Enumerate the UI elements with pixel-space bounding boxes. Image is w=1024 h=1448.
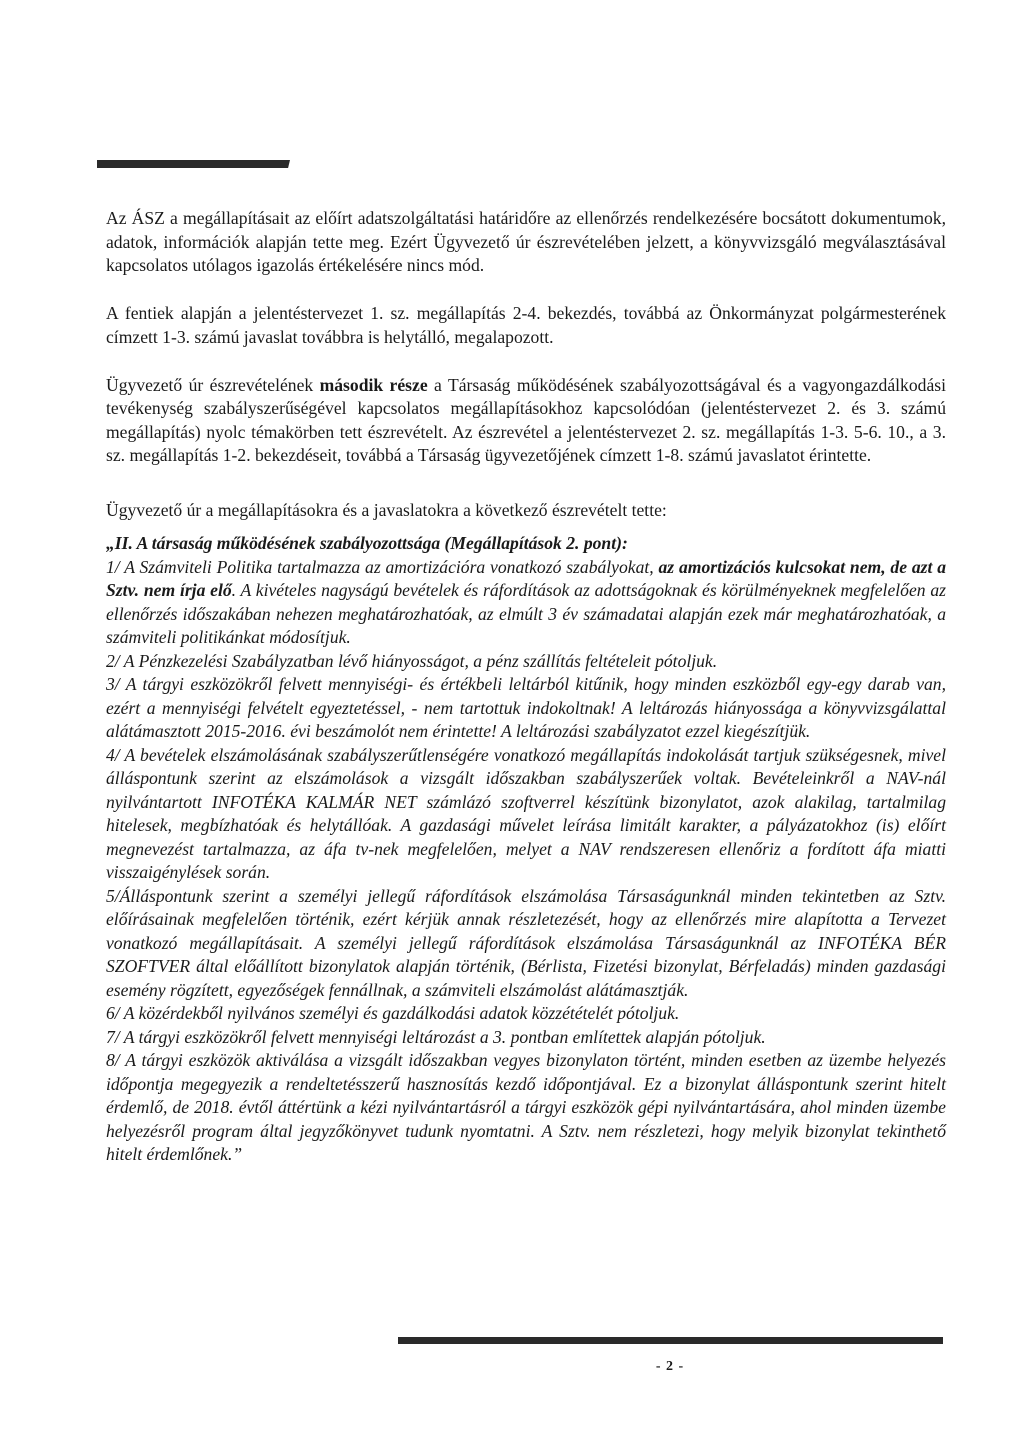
quote-item-5: 5/Álláspontunk szerint a személyi jellegű ráfordítások elszámolása Társaságunknál minden tekintetben az Sztv. előírásainak megfelelően történik, ezért kérjük annak részletezését, hogy az ellenőrzés mire alapította a Tervezet vonatkozó megállapításait. A személyi jellegű ráfordítások elszámolása Társaságunknál az INFOTÉKA BÉR SZOFTVER által előállított bizonylatok alapján történik, (Bérlista, Fizetési bizonylat, Bérfeladás) minden gazdasági esemény rögzített, egyezőségek fennállnak, a számviteli elszámolást alátámasztják. bbox=[106, 885, 946, 1000]
quote-item-1-text-a: 1/ A Számviteli Politika tartalmazza az amortizációra vonatkozó szabályokat, bbox=[106, 556, 659, 577]
quote-item-2: 2/ A Pénzkezelési Szabályzatban lévő hiányosságot, a pénz szállítás feltételeit pótoljuk. bbox=[106, 650, 718, 671]
quote-item-4: 4/ A bevételek elszámolásának szabályszerűtlenségére vonatkozó megállapítás indokolását tartjuk szükségesnek, mivel álláspontunk szerint az elszámolások a vizsgált időszakban szabályszerűek voltak. Bevételeinkről a NAV-nál nyilvántartott INFOTÉKA KALMÁR NET számlázó szoftverrel készítünk bizonylatot, azok alakilag, tartalmilag hitelesek, megbízhatóak és helytállóak. A gazdasági művelet leírása limitált karakter, a pályázatokhoz (is) előírt megnevezést tartalmazza, az áfa tv-nek megfelelően, melyet a NAV rendszeresen ellenőriz a fordított áfa miatti visszaigénylések során. bbox=[106, 744, 946, 882]
paragraph-4: Ügyvezető úr a megállapításokra és a javaslatokra a következő észrevételt tette: bbox=[106, 499, 667, 520]
paragraph-3-bold: második része bbox=[319, 374, 428, 395]
quote-item-7: 7/ A tárgyi eszközökről felvett mennyiségi leltározást a 3. pontban említettek alapján pótoljuk. bbox=[106, 1026, 766, 1047]
quote-item-6: 6/ A közérdekből nyilvános személyi és gazdálkodási adatok közzétételét pótoljuk. bbox=[106, 1003, 680, 1023]
paragraph-3 bbox=[106, 374, 946, 468]
quote-item-1 bbox=[106, 556, 946, 650]
paragraph-3-text-b: a Társaság működésének szabályozottságával és a vagyongazdálkodási tevékenység szabályszerűségével kapcsolatos megállapításokhoz kapcsolódóan (jelentéstervezet 2. és 3. számú megállapítás) nyolc témakörben tett észrevételt. Az észrevétel a jelentéstervezet 2. sz. megállapítás 1-3. 5-6. 10., a 3. sz. megállapítás 1-2. bekezdéseit, továbbá a Társaság ügyvezetőjének címzett 1-8. számú javaslatot érintette. bbox=[106, 374, 946, 465]
quote-item-3: 3/ A tárgyi eszközökről felvett mennyiségi- és értékbeli leltárból kitűnik, hogy minden eszközből egy-egy darab van, ezért a mennyiségi felvételt egyeztetéssel, - nem tartottuk indokoltnak! A leltározás hiányossága a könyvvizsgálattal alátámasztott 2015-2016. évi beszámolót nem érintette! A leltározási szabályzatot ezzel kiegészítjük. bbox=[106, 674, 946, 741]
quote-heading: „II. A társaság működésének szabályozottsága (Megállapítások 2. pont): bbox=[106, 533, 628, 553]
paragraph-3-text-a: Ügyvezető úr észrevételének bbox=[106, 374, 320, 395]
quoted-statement bbox=[106, 532, 946, 1167]
footer-rule bbox=[398, 1337, 943, 1344]
header-rule bbox=[97, 160, 290, 168]
page-number: - 2 - bbox=[655, 1359, 685, 1374]
paragraph-1: Az ÁSZ a megállapításait az előírt adatszolgáltatási határidőre az ellenőrzés rendelkezésére bocsátott dokumentumok, adatok, információk alapján tette meg. Ezért Ügyvezető úr észrevételében jelzett, a könyvvizsgáló megválasztásával kapcsolatos utólagos igazolás értékelésére nincs mód. bbox=[106, 208, 946, 275]
quote-item-1-bold: az amortizációs kulcsokat nem, de azt a Sztv. nem írja elő bbox=[106, 556, 946, 600]
quote-item-8: 8/ A tárgyi eszközök aktiválása a vizsgált időszakban vegyes bizonylaton történt, minden esetben az üzembe helyezés időpontja megegyezik a rendeltetésszerű hasznosítás kezdő időpontjával. Ez a bizonylat álláspontunk szerint hitelt érdemlő, de 2018. évtől áttértünk a kézi nyilvántartásról a tárgyi eszközök gépi nyilvántartására, ahol minden üzembe helyezésről program által jegyzőkönyvet tudunk nyomtatni. A Sztv. nem részletezi, hogy melyik bizonylat tekinthető hitelt érdemlőnek.” bbox=[106, 1050, 946, 1164]
paragraph-2: A fentiek alapján a jelentéstervezet 1. sz. megállapítás 2-4. bekezdés, továbbá az Önkormányzat polgármesterének címzett 1-3. számú javaslat továbbra is helytálló, megalapozott. bbox=[106, 303, 946, 347]
quote-item-1-text-b: . A kivételes nagyságú bevételek és ráfordítások az adottságoknak és körülményeknek megfelelően az ellenőrzés időszakában nehezen meghatározhatóak, az elmúlt 3 év számadatai alapján ezek már meghatározhatóak, a számviteli politikánkat módosítjuk. bbox=[106, 580, 946, 647]
document-body bbox=[106, 207, 946, 1167]
